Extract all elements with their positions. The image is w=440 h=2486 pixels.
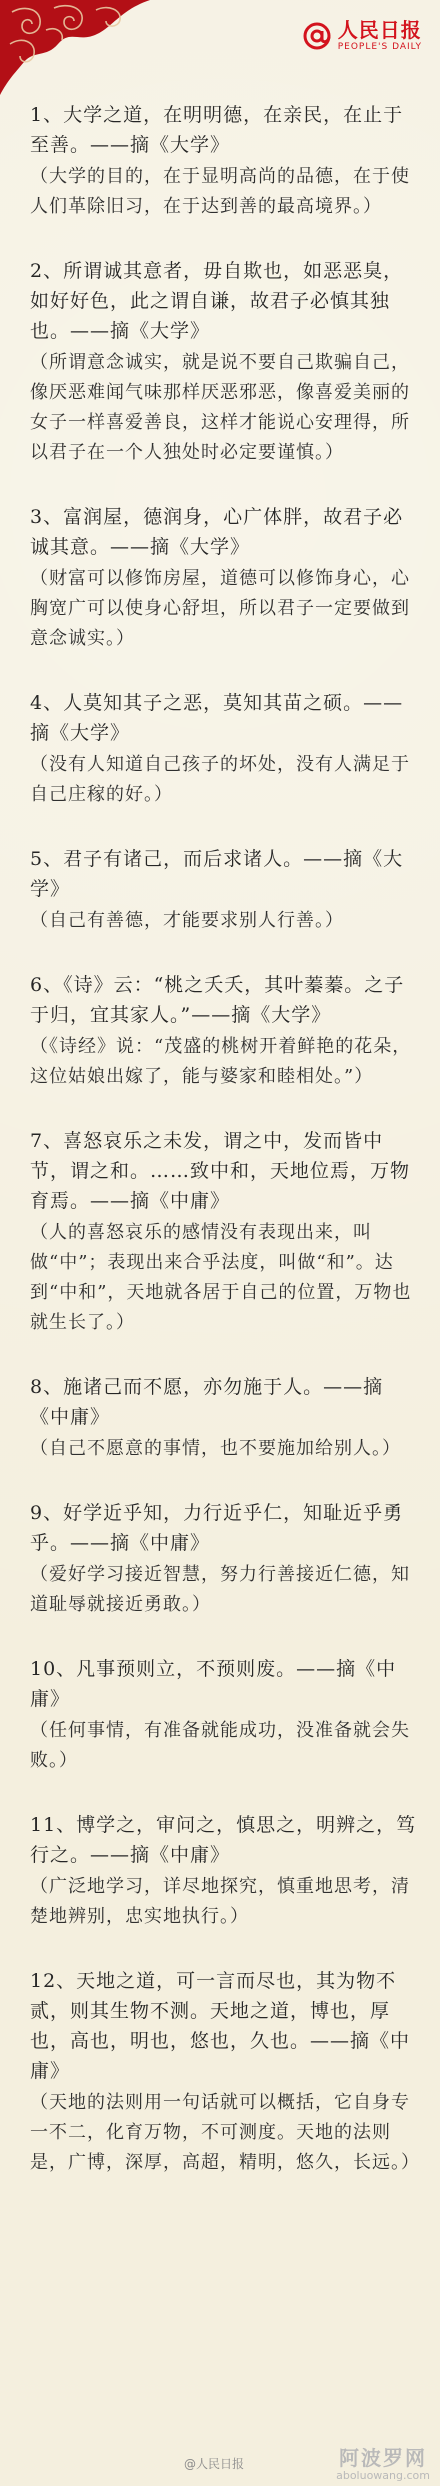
quote-entry <box>30 970 422 1092</box>
site-watermark-name: 阿波罗网 <box>339 2446 428 2470</box>
quote-text: 10、凡事预则立，不预则废。——摘《中庸》 <box>30 1658 397 1710</box>
quote-text: 6、《诗》云：“桃之夭夭，其叶蓁蓁。之子于归，宜其家人。”——摘《大学》 <box>30 974 405 1026</box>
quote-explanation: （任何事情，有准备就能成功，没准备就会失败。） <box>30 1720 410 1771</box>
weibo-credit: @人民日报 <box>183 2457 245 2471</box>
quote-entry <box>30 1966 422 2178</box>
quote-text: 11、博学之，审问之，慎思之，明辨之，笃行之。——摘《中庸》 <box>30 1814 417 1866</box>
corner-pattern-decoration <box>0 0 150 95</box>
quote-explanation: （大学的目的，在于显明高尚的品德，在于使人们革除旧习，在于达到善的最高境界。） <box>30 166 410 217</box>
quote-explanation: （所谓意念诚实，就是说不要自己欺骗自己，像厌恶难闻气味那样厌恶邪恶，像喜爱美丽的女子一样喜爱善良，这样才能说心安理得，所以君子在一个人独处时必定要谨慎。） <box>30 352 410 463</box>
quote-text: 4、人莫知其子之恶，莫知其苗之硕。——摘《大学》 <box>30 692 404 744</box>
quote-explanation: （自己有善德，才能要求别人行善。） <box>30 910 344 931</box>
quote-text: 7、喜怒哀乐之未发，谓之中，发而皆中节，谓之和。……致中和，天地位焉，万物育焉。——摘《中庸》 <box>30 1130 411 1212</box>
quote-explanation: （广泛地学习，详尽地探究，慎重地思考，清楚地辨别，忠实地执行。） <box>30 1876 410 1927</box>
quote-entry <box>30 1810 422 1932</box>
quote-entry <box>30 1372 422 1464</box>
quote-entry <box>30 100 422 222</box>
quote-explanation: （人的喜怒哀乐的感情没有表现出来，叫做“中”；表现出来合乎法度，叫做“和”。达到“中和”，天地就各居于自己的位置，万物也就生长了。） <box>30 1222 412 1333</box>
quote-explanation: （自己不愿意的事情，也不要施加给别人。） <box>30 1438 401 1459</box>
quote-entry <box>30 1498 422 1620</box>
quote-explanation: （没有人知道自己孩子的坏处，没有人满足于自己庄稼的好。） <box>30 754 410 805</box>
quote-list <box>30 100 422 2212</box>
logo-name: 人民日报 <box>337 18 422 42</box>
quote-explanation: （《诗经》说：“茂盛的桃树开着鲜艳的花朵，这位姑娘出嫁了，能与婆家和睦相处。”） <box>30 1036 412 1087</box>
quote-explanation: （财富可以修饰房屋，道德可以修饰身心，心胸宽广可以使身心舒坦，所以君子一定要做到意念诚实。） <box>30 568 410 649</box>
quote-entry <box>30 688 422 810</box>
quote-text: 8、施诸己而不愿，亦勿施于人。——摘《中庸》 <box>30 1376 384 1428</box>
quote-entry <box>30 844 422 936</box>
quote-entry <box>30 256 422 468</box>
brand-logo <box>302 20 422 52</box>
site-watermark <box>336 2442 430 2482</box>
quote-text: 1、大学之道，在明明德，在亲民，在止于至善。——摘《大学》 <box>30 104 404 156</box>
quote-explanation: （爱好学习接近智慧，努力行善接近仁德，知道耻辱就接近勇敢。） <box>30 1564 410 1615</box>
quote-entry <box>30 1126 422 1338</box>
logo-english-name: PEOPLE'S DAILY <box>337 42 422 52</box>
quote-text: 9、好学近乎知，力行近乎仁，知耻近乎勇乎。——摘《中庸》 <box>30 1502 404 1554</box>
quote-text: 2、所谓诚其意者，毋自欺也，如恶恶臭，如好好色，此之谓自谦，故君子必慎其独也。——摘《大学》 <box>30 260 404 342</box>
quote-explanation: （天地的法则用一句话就可以概括，它自身专一不二，化育万物，不可测度。天地的法则是，广博，深厚，高超，精明，悠久，长远。） <box>30 2092 420 2173</box>
quote-text: 5、君子有诸己，而后求诸人。——摘《大学》 <box>30 848 404 900</box>
quote-entry <box>30 1654 422 1776</box>
quote-text: 12、天地之道，可一言而尽也，其为物不贰，则其生物不测。天地之道，博也，厚也，高也，明也，悠也，久也。——摘《中庸》 <box>30 1970 411 2082</box>
quote-entry <box>30 502 422 654</box>
site-watermark-url: aboluowang.com <box>336 2469 430 2482</box>
footer <box>0 2440 440 2486</box>
quote-text: 3、富润屋，德润身，心广体胖，故君子必诚其意。——摘《大学》 <box>30 506 404 558</box>
at-sign-icon <box>302 21 332 51</box>
